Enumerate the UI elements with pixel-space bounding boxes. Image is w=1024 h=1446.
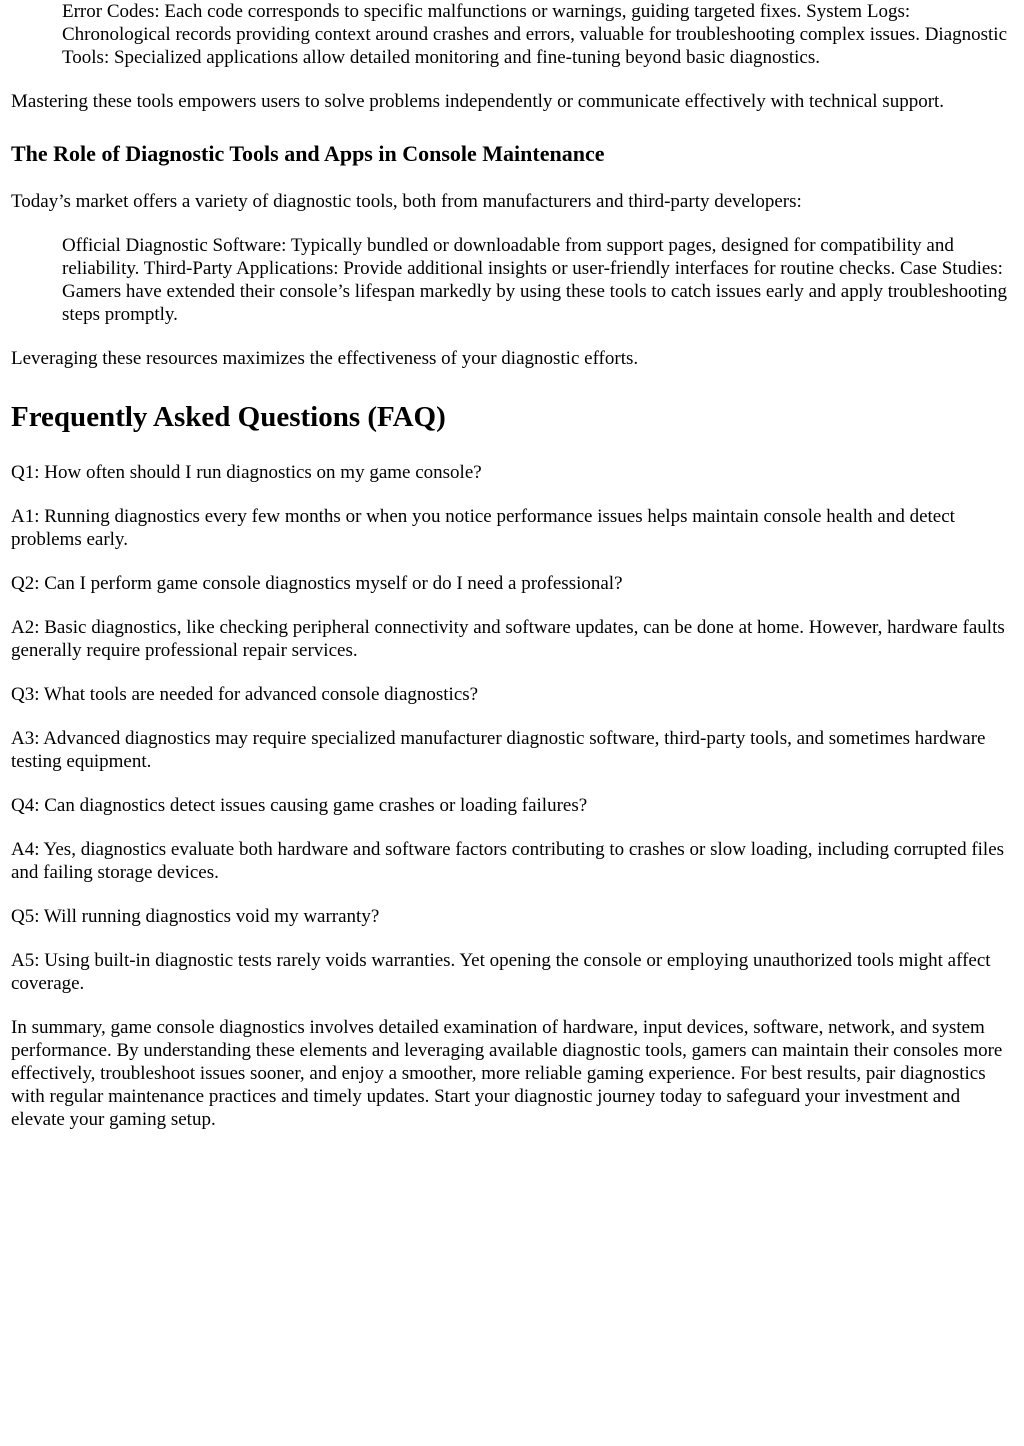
faq-answer: A2: Basic diagnostics, like checking peripheral connectivity and software updates, can be done at home. However, hardware faults generally require professional repair services.	[11, 617, 1005, 661]
faq-answer: A1: Running diagnostics every few months or when you notice performance issues helps maintain console health and detect problems early.	[11, 506, 955, 550]
summary-paragraph: In summary, game console diagnostics involves detailed examination of hardware, input devices, software, network, and system performance. By understanding these elements and leveraging available diagnostic tools, gamers can maintain their consoles more effectively, troubleshoot issues sooner, and enjoy a smoother, more reliable gaming experience. For best results, pair diagnostics with regular maintenance practices and timely updates. Start your diagnostic journey today to safeguard your investment and elevate your gaming setup.	[11, 1017, 1003, 1130]
diagnostic-info-blockquote	[62, 0, 1014, 69]
mastering-paragraph: Mastering these tools empowers users to solve problems independently or communicate effectively with technical support.	[11, 91, 945, 112]
faq-question: Q2: Can I perform game console diagnostics myself or do I need a professional?	[11, 573, 623, 594]
faq-answer: A5: Using built-in diagnostic tests rarely voids warranties. Yet opening the console or employing unauthorized tools might affect coverage.	[11, 950, 991, 994]
tools-outro-paragraph: Leveraging these resources maximizes the effectiveness of your diagnostic efforts.	[11, 348, 639, 369]
diagnostic-info-text: Error Codes: Each code corresponds to specific malfunctions or warnings, guiding targeted fixes. System Logs: Chronological records providing context around crashes and errors, valuable for troubleshooting complex issues. Diagnostic Tools: Specialized applications allow detailed monitoring and fine-tuning beyond basic diagnostics.	[62, 1, 1008, 68]
faq-question: Q1: How often should I run diagnostics on my game console?	[11, 462, 482, 483]
faq-question: Q4: Can diagnostics detect issues causing game crashes or loading failures?	[11, 795, 588, 816]
faq-question: Q5: Will running diagnostics void my warranty?	[11, 906, 380, 927]
tools-blockquote	[62, 234, 1014, 326]
faq-heading: Frequently Asked Questions (FAQ)	[11, 401, 446, 433]
faq-answer: A4: Yes, diagnostics evaluate both hardware and software factors contributing to crashes or slow loading, including corrupted files and failing storage devices.	[11, 839, 1005, 883]
faq-answer: A3: Advanced diagnostics may require specialized manufacturer diagnostic software, third-party tools, and sometimes hardware testing equipment.	[11, 728, 986, 772]
faq-question: Q3: What tools are needed for advanced console diagnostics?	[11, 684, 479, 705]
tools-intro-paragraph: Today’s market offers a variety of diagnostic tools, both from manufacturers and third-party developers:	[11, 191, 802, 212]
tools-blockquote-text: Official Diagnostic Software: Typically bundled or downloadable from support pages, designed for compatibility and reliability. Third-Party Applications: Provide additional insights or user-friendly interfaces for routine checks. Case Studies: Gamers have extended their console’s lifespan markedly by using these tools to catch issues early and apply troubleshooting steps promptly.	[62, 235, 1008, 325]
tools-section-heading: The Role of Diagnostic Tools and Apps in Console Maintenance	[11, 141, 605, 166]
